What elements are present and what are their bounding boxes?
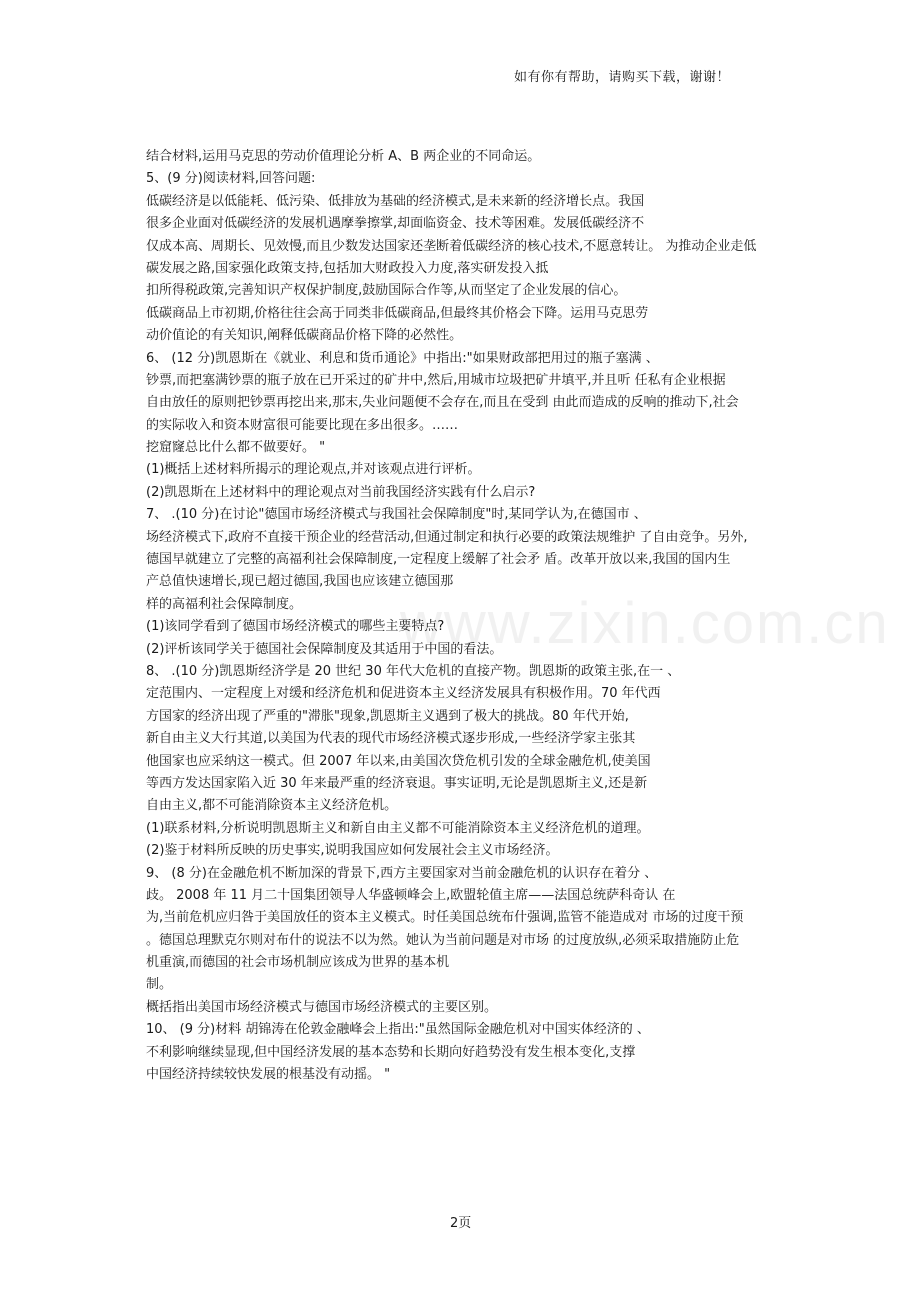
sub-question: (2)鉴于材料所反映的历史事实,说明我国应如何发展社会主义市场经济。 xyxy=(146,843,559,859)
question-6-heading: 6、 (12 分)凯恩斯在《就业、利息和货币通论》中指出:"如果财政部把用过的瓶子塞满 、 xyxy=(146,350,659,366)
text-line: 扣所得税政策,完善知识产权保护制度,鼓励国际合作等,从而坚定了企业发展的信心。 xyxy=(146,283,627,299)
text-line: 低碳经济是以低能耗、低污染、低排放为基础的经济模式,是未来新的经济增长点。我国 xyxy=(146,193,645,209)
text-line: 仅成本高、周期长、见效慢,而且少数发达国家还垄断着低碳经济的核心技术,不愿意转让。 为推动企业走低 xyxy=(146,238,757,254)
text-line: 为,当前危机应归咎于美国放任的资本主义模式。时任美国总统布什强调,监管不能造成对 市场的过度干预 xyxy=(146,910,744,926)
text-line: 德国早就建立了完整的高福利社会保障制度,一定程度上缓解了社会矛 盾。改革开放以来,我国的国内生 xyxy=(146,552,731,568)
page-number: 2页 xyxy=(450,1216,472,1231)
sub-question: (1)该同学看到了德国市场经济模式的哪些主要特点? xyxy=(146,619,445,635)
text-line: 。德国总理默克尔则对布什的说法不以为然。她认为当前问题是对市场 的过度放纵,必须采取措施防止危 xyxy=(146,932,740,948)
sub-question: (1)联系材料,分析说明凯恩斯主义和新自由主义都不可能消除资本主义经济危机的道理。 xyxy=(146,820,650,836)
text-line: 机重演,而德国的社会市场机制应该成为世界的基本机 xyxy=(146,955,450,971)
text-line: 场经济模式下,政府不直接干预企业的经营活动,但通过制定和执行必要的政策法规维护 了自由竞争。另外, xyxy=(146,529,748,545)
question-5-heading: 5、(9 分)阅读材料,回答问题: xyxy=(146,171,316,187)
text-line: 歧。 2008 年 11 月二十国集团领导人华盛顿峰会上,欧盟轮值主席——法国总统萨科奇认 在 xyxy=(146,887,676,903)
text-line: 自由放任的原则把钞票再挖出来,那末,失业问题便不会存在,而且在受到 由此而造成的反响的推动下,社会 xyxy=(146,395,739,411)
text-line: 钞票,而把塞满钞票的瓶子放在已开采过的矿井中,然后,用城市垃圾把矿井填平,并且听 任私有企业根据 xyxy=(146,372,726,388)
text-line: 定范围内、一定程度上对缓和经济危机和促进资本主义经济发展具有积极作用。70 年代西 xyxy=(146,686,661,702)
text-line: 中国经济持续较快发展的根基没有动摇。 " xyxy=(146,1067,391,1083)
text-line: 新自由主义大行其道,以美国为代表的现代市场经济模式逐步形成,一些经济学家主张其 xyxy=(146,731,636,747)
question-7-heading: 7、 .(10 分)在讨论"德国市场经济模式与我国社会保障制度"时,某同学认为,在德国市 、 xyxy=(146,507,647,523)
text-line: 低碳商品上市初期,价格往往会高于同类非低碳商品,但最终其价格会下降。运用马克思劳 xyxy=(146,305,649,321)
text-line: 结合材料,运用马克思的劳动价值理论分析 A、B 两企业的不同命运。 xyxy=(146,149,541,164)
text-line: 的实际收入和资本财富很可能要比现在多出很多。…… xyxy=(146,417,459,433)
sub-question: (2)凯恩斯在上述材料中的理论观点对当前我国经济实践有什么启示? xyxy=(146,484,536,500)
question-9-heading: 9、 (8 分)在金融危机不断加深的背景下,西方主要国家对当前金融危机的认识存在着分 、 xyxy=(146,865,658,881)
text-line: 产总值快速增长,现已超过德国,我国也应该建立德国那 xyxy=(146,574,454,590)
sub-question: 概括指出美国市场经济模式与德国市场经济模式的主要区别。 xyxy=(146,999,498,1015)
text-line: 挖窟窿总比什么都不做要好。 " xyxy=(146,440,326,456)
sub-question: (1)概括上述材料所揭示的理论观点,并对该观点进行评析。 xyxy=(146,462,481,478)
text-line: 碳发展之路,国家强化政策支持,包括加大财政投入力度,落实研发投入抵 xyxy=(146,260,549,276)
text-line: 他国家也应采纳这一模式。但 2007 年以来,由美国次贷危机引发的全球金融危机,使美国 xyxy=(146,753,651,769)
text-line: 动价值论的有关知识,阐释低碳商品价格下降的必然性。 xyxy=(146,328,463,344)
text-line: 很多企业面对低碳经济的发展机遇摩拳擦掌,却面临资金、技术等困难。发展低碳经济不 xyxy=(146,216,645,232)
text-line: 样的高福利社会保障制度。 xyxy=(146,596,303,612)
watermark: www.zixin.com.cn xyxy=(400,591,890,656)
question-10-heading: 10、 (9 分)材料 胡锦涛在伦敦金融峰会上指出:"虽然国际金融危机对中国实体经济的 、 xyxy=(146,1022,650,1038)
text-line: 等西方发达国家陷入近 30 年来最严重的经济衰退。事实证明,无论是凯恩斯主义,还是新 xyxy=(146,775,648,791)
text-line: 方国家的经济出现了严重的"滞胀"现象,凯恩斯主义遇到了极大的挑战。80 年代开始, xyxy=(146,708,629,724)
sub-question: (2)评析该同学关于德国社会保障制度及其适用于中国的看法。 xyxy=(146,641,503,657)
header-note: 如有你有帮助，请购买下载，谢谢！ xyxy=(514,70,731,85)
document-body xyxy=(146,146,796,1086)
text-line: 自由主义,都不可能消除资本主义经济危机。 xyxy=(146,798,398,814)
question-8-heading: 8、 .(10 分)凯恩斯经济学是 20 世纪 30 年代大危机的直接产物。凯恩斯的政策主张,在一 、 xyxy=(146,663,681,679)
text-line: 不利影响继续显现,但中国经济发展的基本态势和长期向好趋势没有发生根本变化,支撑 xyxy=(146,1044,636,1060)
text-line: 制。 xyxy=(146,977,173,993)
